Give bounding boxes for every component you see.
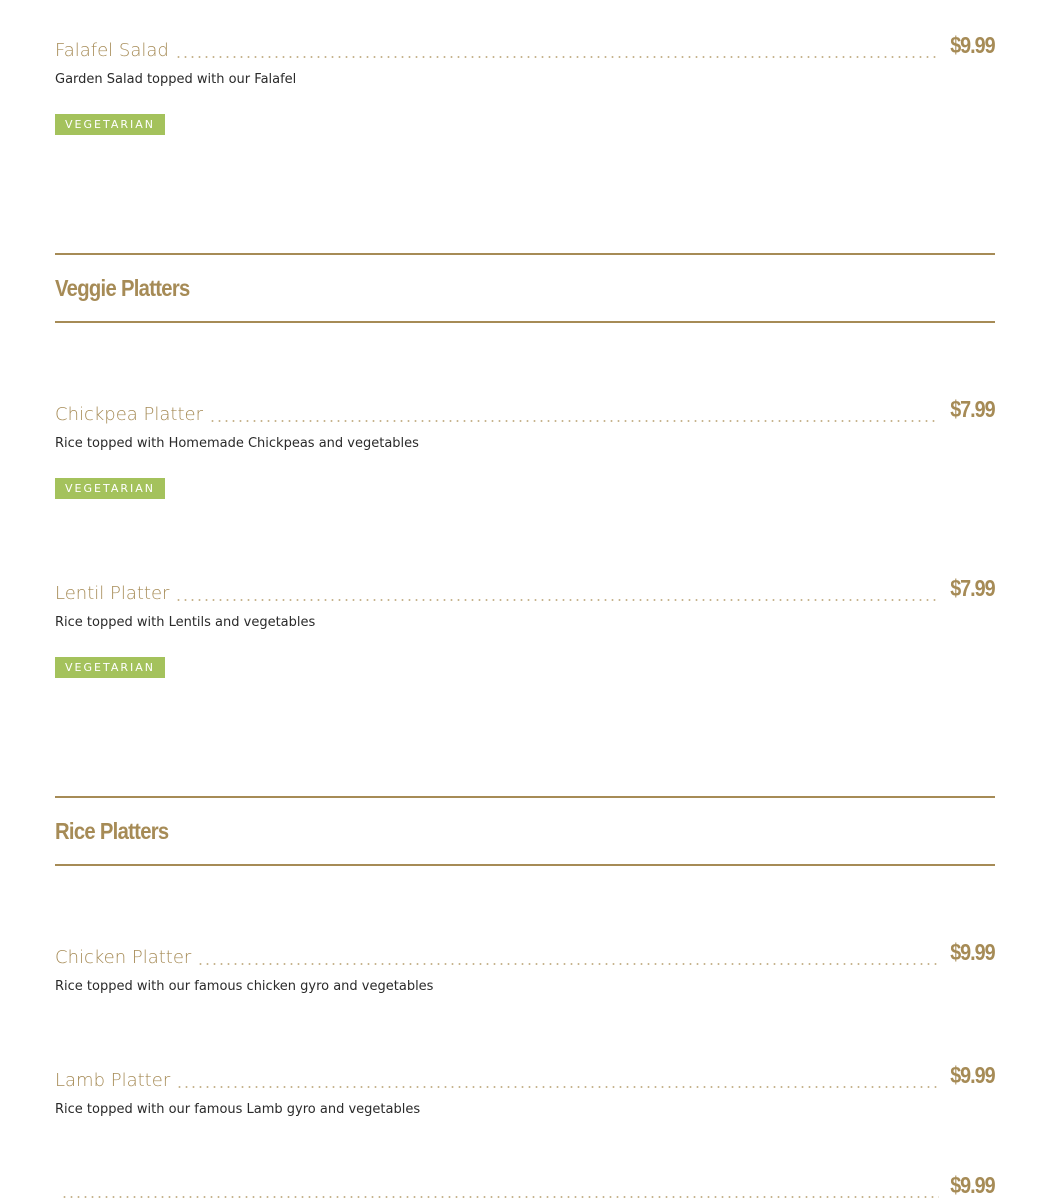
section-title: Veggie Platters [55, 275, 190, 301]
dotted-leader [197, 963, 939, 965]
menu-item-price: $7.99 [950, 575, 995, 601]
dotted-leader [175, 56, 940, 58]
menu-item-header [55, 394, 995, 426]
dotted-leader [209, 420, 939, 422]
menu-item-header [55, 573, 995, 605]
menu-item-description: Garden Salad topped with our Falafel [55, 72, 297, 87]
menu-item[interactable] [55, 394, 995, 499]
menu-item-description: Rice topped with Homemade Chickpeas and vegetables [55, 436, 419, 451]
vegetarian-badge: VEGETARIAN [55, 478, 165, 499]
menu-item[interactable] [55, 30, 995, 135]
vegetarian-badge: VEGETARIAN [55, 114, 165, 135]
menu-item-description: Rice topped with our famous chicken gyro and vegetables [55, 979, 434, 994]
section-header [55, 796, 995, 866]
menu-item-price: $9.99 [950, 1062, 995, 1088]
menu-item-name[interactable]: Chicken Platter [55, 947, 192, 968]
menu-item[interactable] [55, 937, 995, 995]
menu-item-price: $9.99 [950, 32, 995, 58]
section-title: Rice Platters [55, 818, 169, 844]
menu-item-price: $7.99 [950, 396, 995, 422]
menu-item-header [55, 1170, 995, 1202]
menu-item-price: $9.99 [950, 939, 995, 965]
menu-item-price: $9.99 [950, 1172, 995, 1198]
menu-item-description: Rice topped with Lentils and vegetables [55, 615, 316, 630]
menu-item-header [55, 1060, 995, 1092]
vegetarian-badge: VEGETARIAN [55, 657, 165, 678]
menu-item[interactable] [55, 1170, 995, 1202]
menu-item-name[interactable]: Chickpea Platter [55, 404, 204, 425]
menu-item-header [55, 937, 995, 969]
dotted-leader [176, 1086, 939, 1088]
dotted-leader [61, 1196, 939, 1198]
menu-item-name[interactable]: Lentil Platter [55, 583, 170, 604]
menu-item-header [55, 30, 995, 62]
menu-item[interactable] [55, 1060, 995, 1118]
section-header [55, 253, 995, 323]
menu-item-description: Rice topped with our famous Lamb gyro and vegetables [55, 1102, 421, 1117]
menu-item-name[interactable]: Lamb Platter [55, 1070, 171, 1091]
dotted-leader [175, 599, 939, 601]
menu-item-name[interactable]: Falafel Salad [55, 40, 169, 61]
menu-item[interactable] [55, 573, 995, 678]
